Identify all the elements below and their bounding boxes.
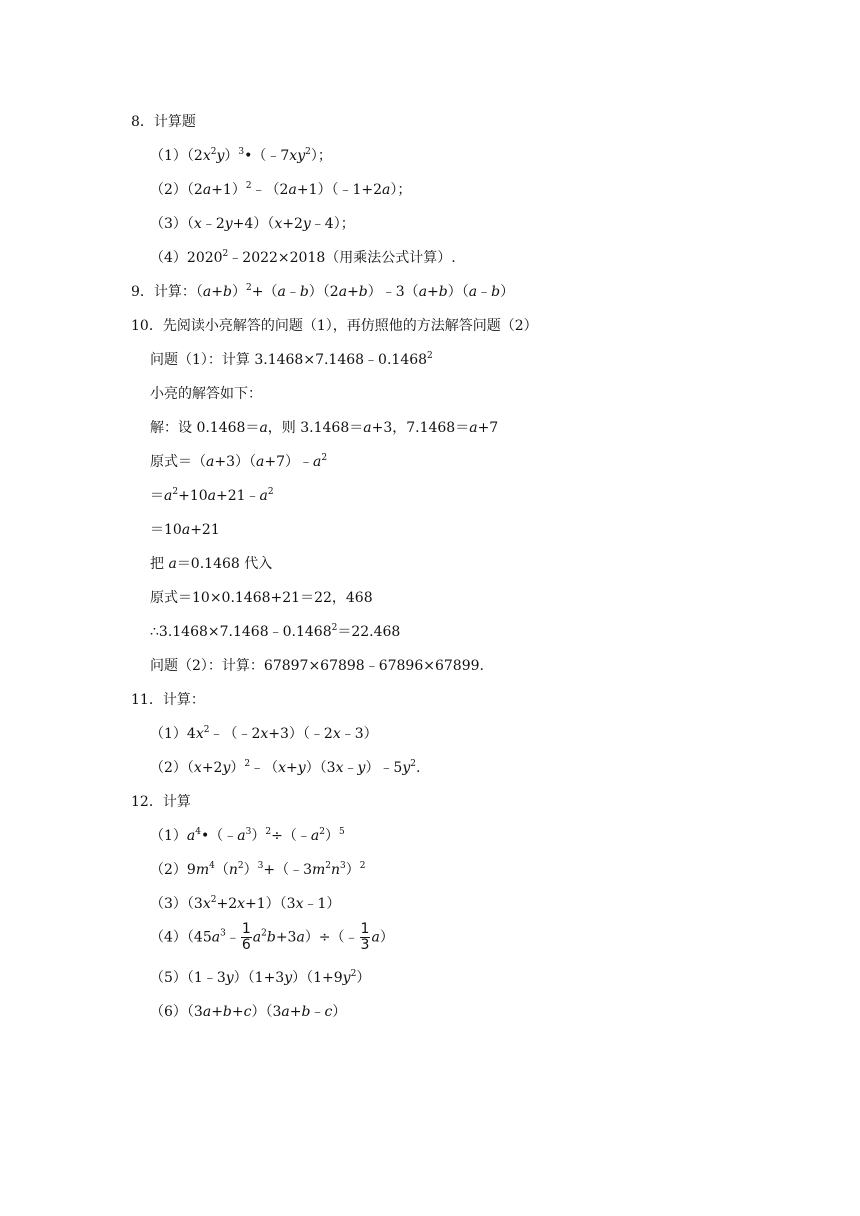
question-8-item-3: （3）（x﹣2y+4）（x+2y﹣4）； [150,216,355,232]
solution-step-6: 原式＝10×0.1468+21＝22，468 [150,590,373,606]
solution-step-7: $\therefore 3.1468\times 7.1468﹣0.1468^2=22.468$ [150,623,401,640]
question-8-title: 8．计算题 [131,114,196,130]
question-12-item-6: （6）（3a+b+c）（3a+b﹣c） [150,1004,347,1020]
question-11-title: 11．计算： [131,692,205,708]
question-12-item-1: $(1)a^4•(﹣a^3)^2\div(﹣a^2)^5$ [150,827,345,844]
question-8-item-2: $(2)(2a+1)^2﹣(2a+1)(﹣1+2a)$； [150,181,412,198]
question-10-intro: 小亮的解答如下： [150,386,262,402]
question-8-item-4: $(4)2020^2﹣2022\times 2018$（用乘法公式计算）. [150,249,456,266]
solution-step-3: $=a^2+10a+21﹣a^2$ [150,487,274,504]
question-10-title: 10．先阅读小亮解答的问题（1），再仿照他的方法解答问题（2） [131,318,538,334]
question-12-item-2: $(2)9m^4(n^2)^3+(﹣3m^2n^3)^2$ [150,861,366,878]
question-8-item-1: $(1)(2x^2y)^3•(﹣7xy^2)$； [150,147,332,164]
question-11-item-1: $(1)4x^2﹣(﹣2x+3)(﹣2x﹣3)$ [150,725,378,742]
fraction-one-sixth: $\frac{1}{6}$ [241,921,251,953]
question-12-item-4: $(4)(45a^3﹣$ $\frac{1}{6}$ $a^2b+3a)\div(﹣$ $\frac{1}{3}$ a） [150,921,394,953]
fraction-one-third: $\frac{1}{3}$ [360,921,370,953]
solution-step-5: 把 a＝0.1468 代入 [150,556,273,572]
question-11-item-2: $(2)(x+2y)^2﹣(x+y)(3x﹣y)﹣5y^2$. [150,759,421,776]
question-10-problem-2: 问题（2）：计算：67897×67898﹣67896×67899. [150,658,484,674]
question-10-problem-1: 问题（1）：计算 $3.1468\times 7.1468﹣0.1468^2$ [150,351,433,368]
question-12-item-3: $(3)(3x^2+2x+1)(3x﹣1)$ [150,895,341,912]
question-12-item-5: $(5)(1﹣3y)(1+3y)(1+9y^2)$ [150,969,371,986]
solution-step-1: 解：设 0.1468＝a，则 3.1468＝a+3，7.1468＝a+7 [150,420,499,436]
solution-step-4: ＝10a+21 [150,522,220,538]
question-12-title: 12．计算 [131,794,191,810]
question-9: 9．计算：$(a+b)^2+(a﹣b)(2a+b)﹣3(a+b)(a﹣b)$ [131,283,515,300]
solution-step-2: 原式$=(a+3)(a+7)﹣a^2$ [150,453,328,470]
